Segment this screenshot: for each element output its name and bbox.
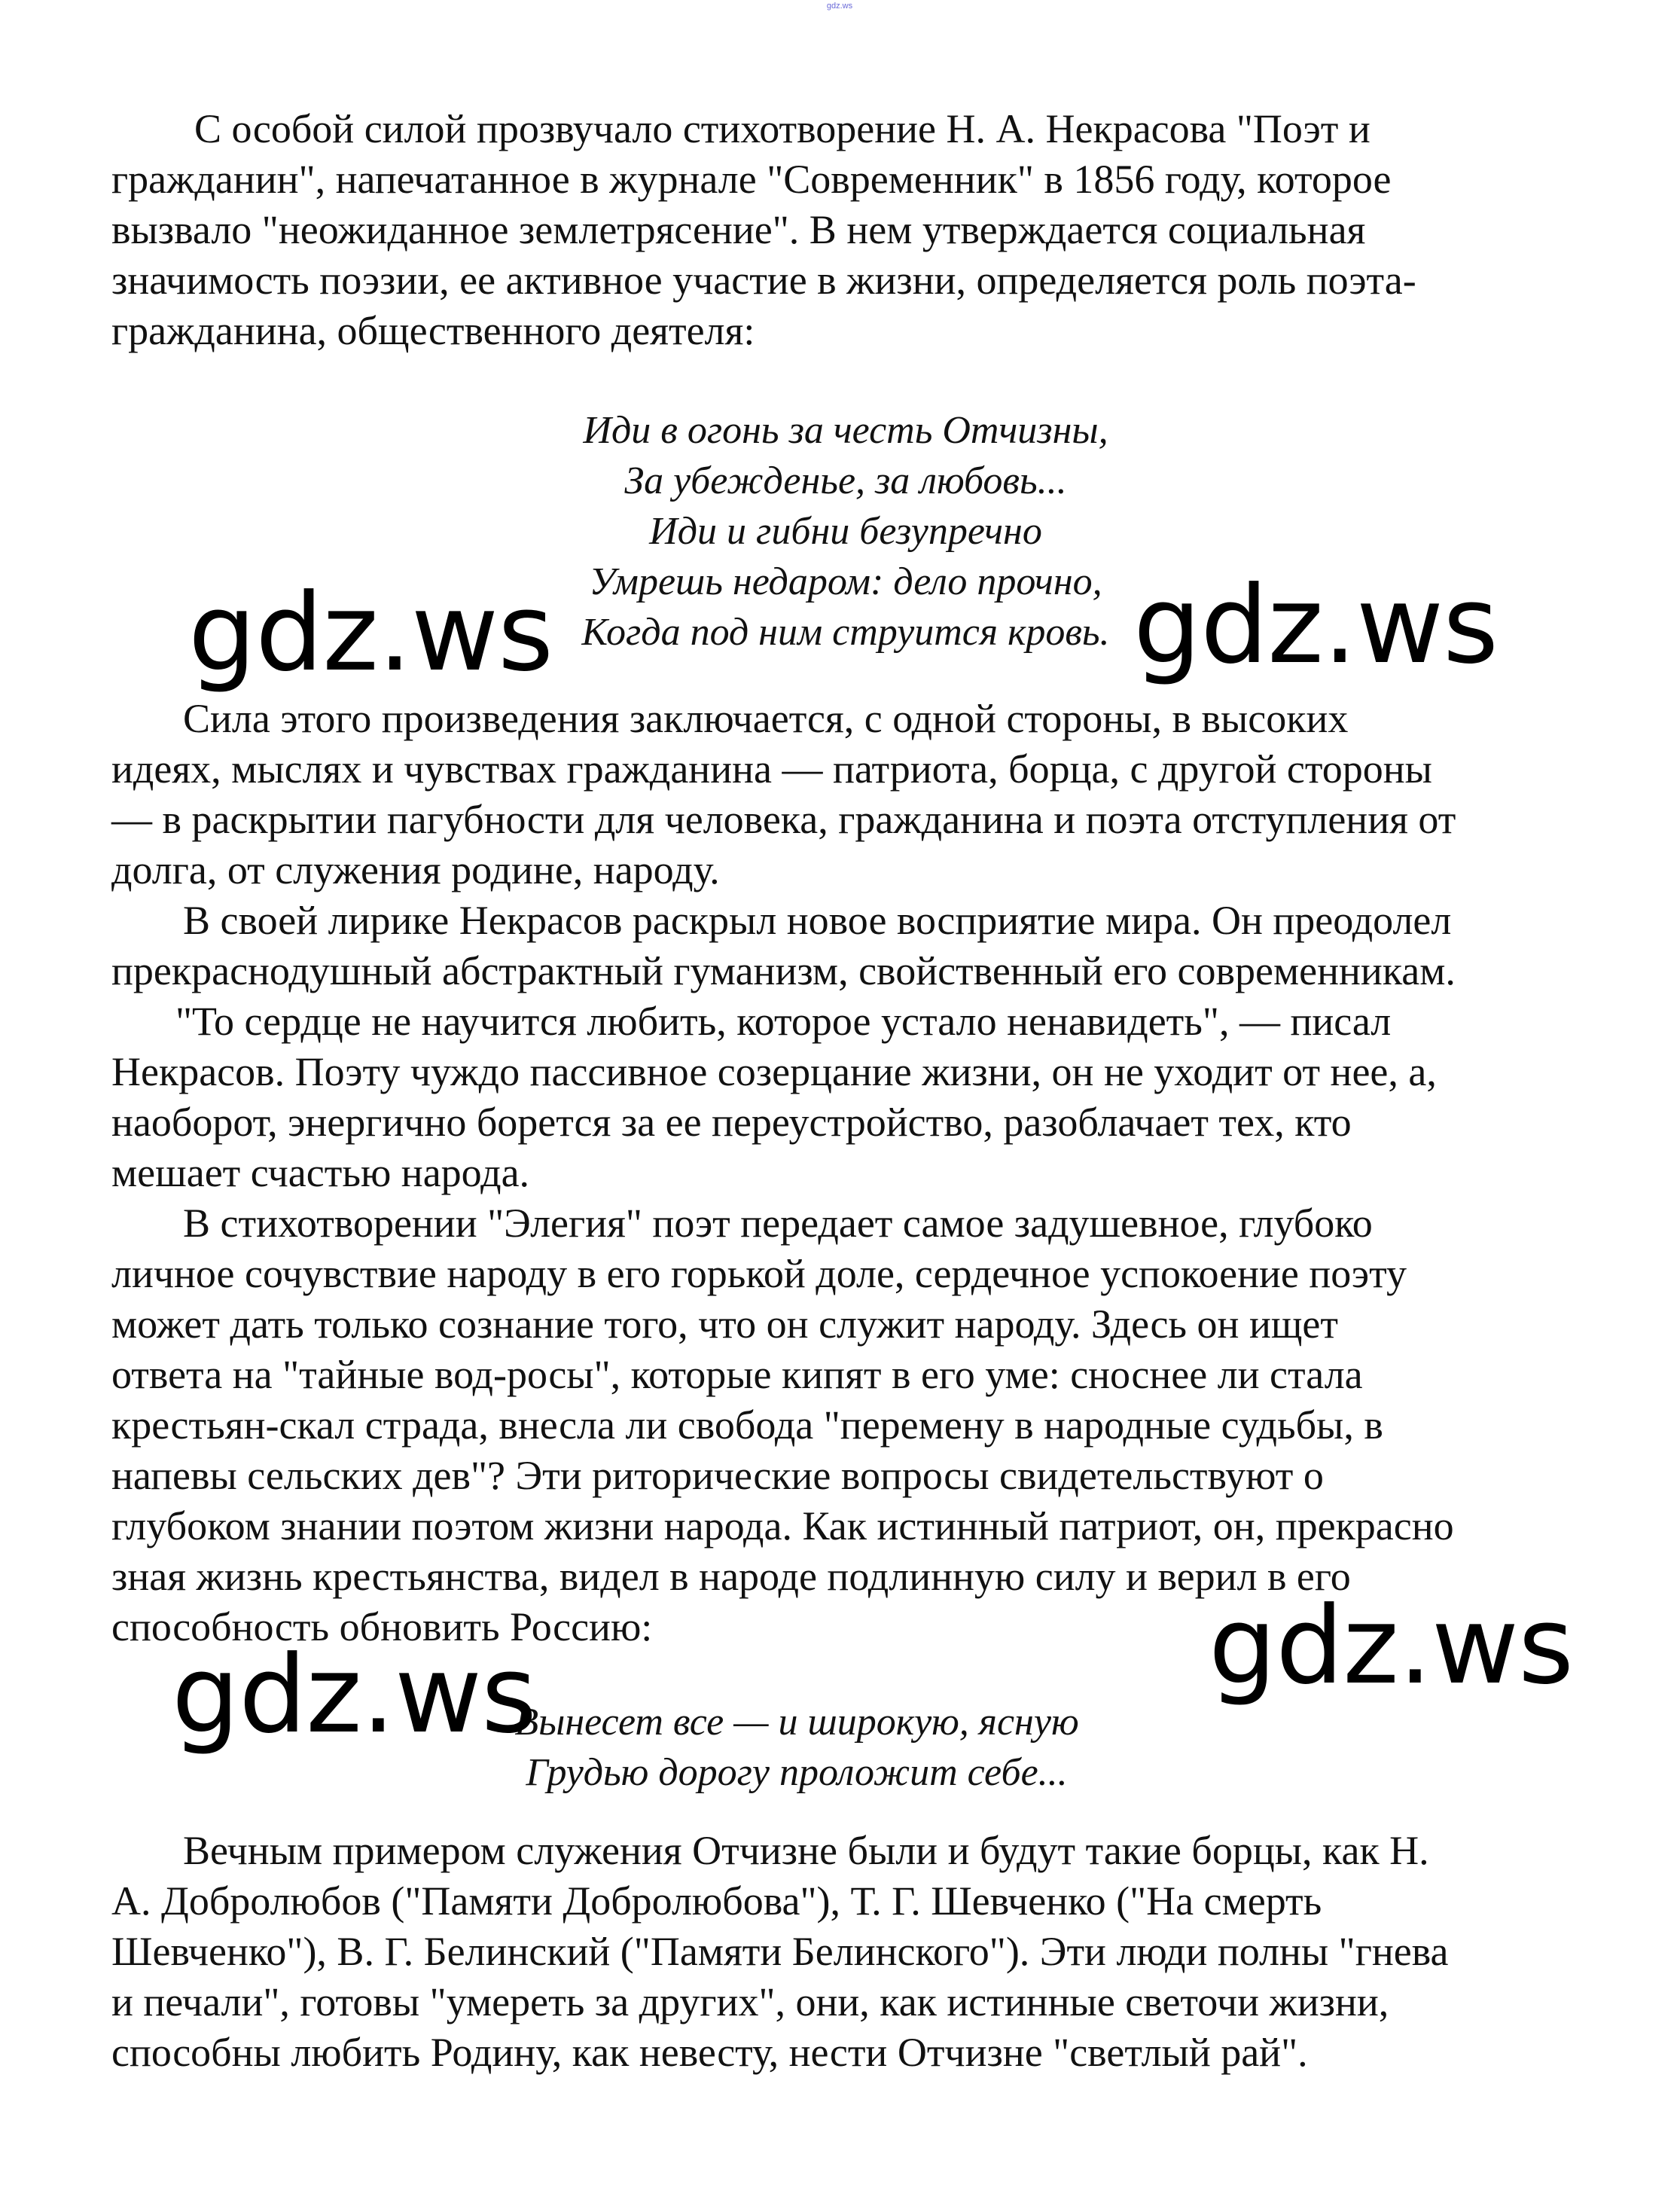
text-line: может дать только сознание того, что он служит народу. Здесь он ищет [111, 1301, 1338, 1347]
text-line: вызвало "неожиданное землетрясение". В нем утверждается социальная [111, 207, 1366, 252]
poem-line: Вынесет все — и широкую, ясную [514, 1701, 1079, 1744]
text-line: Вечным примером служения Отчизне были и будут такие борцы, как Н. [183, 1828, 1429, 1873]
poem-line: За убежденье, за любовь... [624, 459, 1067, 502]
poem-line: Когда под ним струится кровь. [581, 611, 1110, 654]
text-line: С особой силой прозвучало стихотворение Н. А. Некрасова "Поэт и [194, 106, 1371, 151]
paragraph-intro [111, 104, 1416, 356]
paragraph-analysis [111, 694, 1456, 1652]
watermark: gdz.ws [1133, 563, 1499, 688]
paragraph-conclusion [111, 1826, 1449, 2078]
watermark: gdz.ws [1209, 1584, 1574, 1708]
header-site-mark: gdz.ws [826, 2, 853, 11]
text-line: зная жизнь крестьянства, видел в народе подлинную силу и верил в его [111, 1554, 1351, 1599]
text-line: значимость поэзии, ее активное участие в жизни, определяется роль поэта- [111, 258, 1416, 303]
text-line: гражданина, общественного деятеля: [111, 308, 755, 353]
text-line: способны любить Родину, как невесту, нести Отчизне "светлый рай". [111, 2030, 1308, 2075]
text-line: идеях, мыслях и чувствах гражданина — патриота, борца, с другой стороны [111, 746, 1432, 792]
text-line: ответа на "тайные вод-росы", которые кипят в его уме: сноснее ли стала [111, 1352, 1363, 1397]
poem-line: Иди и гибни безупречно [649, 510, 1042, 553]
text-line: В своей лирике Некрасов раскрыл новое восприятие мира. Он преодолел [183, 898, 1452, 943]
text-line: Сила этого произведения заключается, с одной стороны, в высоких [183, 696, 1349, 741]
text-line: "То сердце не научится любить, которое устало ненавидеть", — писал [175, 999, 1392, 1044]
text-line: А. Добролюбов ("Памяти Добролюбова"), Т. Г. Шевченко ("На смерть [111, 1878, 1322, 1924]
watermark: gdz.ws [172, 1633, 537, 1757]
poem-line: Грудью дорогу проложит себе... [526, 1751, 1068, 1794]
text-line: личное сочувствие народу в его горькой доле, сердечное успокоение поэту [111, 1251, 1407, 1296]
text-line: и печали", готовы "умереть за других", они, как истинные светочи жизни, [111, 1979, 1389, 2024]
text-line: В стихотворении "Элегия" поэт передает самое задушевное, глубоко [183, 1201, 1373, 1246]
text-line: гражданин", напечатанное в журнале "Современник" в 1856 году, которое [111, 157, 1392, 202]
text-line: долга, от служения родине, народу. [111, 847, 720, 892]
text-line: способность обновить Россию: [111, 1604, 653, 1649]
text-line: крестьян-скал страда, внесла ли свобода "перемену в народные судьбы, в [111, 1402, 1383, 1448]
text-line: Шевченко"), В. Г. Белинский ("Памяти Белинского"). Эти люди полны "гнева [111, 1929, 1449, 1974]
text-line: Некрасов. Поэту чуждо пассивное созерцание жизни, он не уходит от нее, а, [111, 1049, 1437, 1094]
text-line: глубоком знании поэтом жизни народа. Как истинный патриот, он, прекрасно [111, 1503, 1454, 1548]
text-line: мешает счастью народа. [111, 1150, 530, 1195]
watermark: gdz.ws [188, 571, 553, 695]
text-line: наоборот, энергично борется за ее переустройство, разоблачает тех, кто [111, 1100, 1352, 1145]
poem-line: Иди в огонь за честь Отчизны, [583, 409, 1108, 452]
text-line: — в раскрытии пагубности для человека, гражданина и поэта отступления от [111, 797, 1456, 842]
text-line: напевы сельских дев"? Эти риторические вопросы свидетельствуют о [111, 1453, 1324, 1498]
text-line: прекраснодушный абстрактный гуманизм, свойственный его современникам. [111, 948, 1456, 993]
poem-line: Умрешь недаром: дело прочно, [589, 560, 1102, 603]
